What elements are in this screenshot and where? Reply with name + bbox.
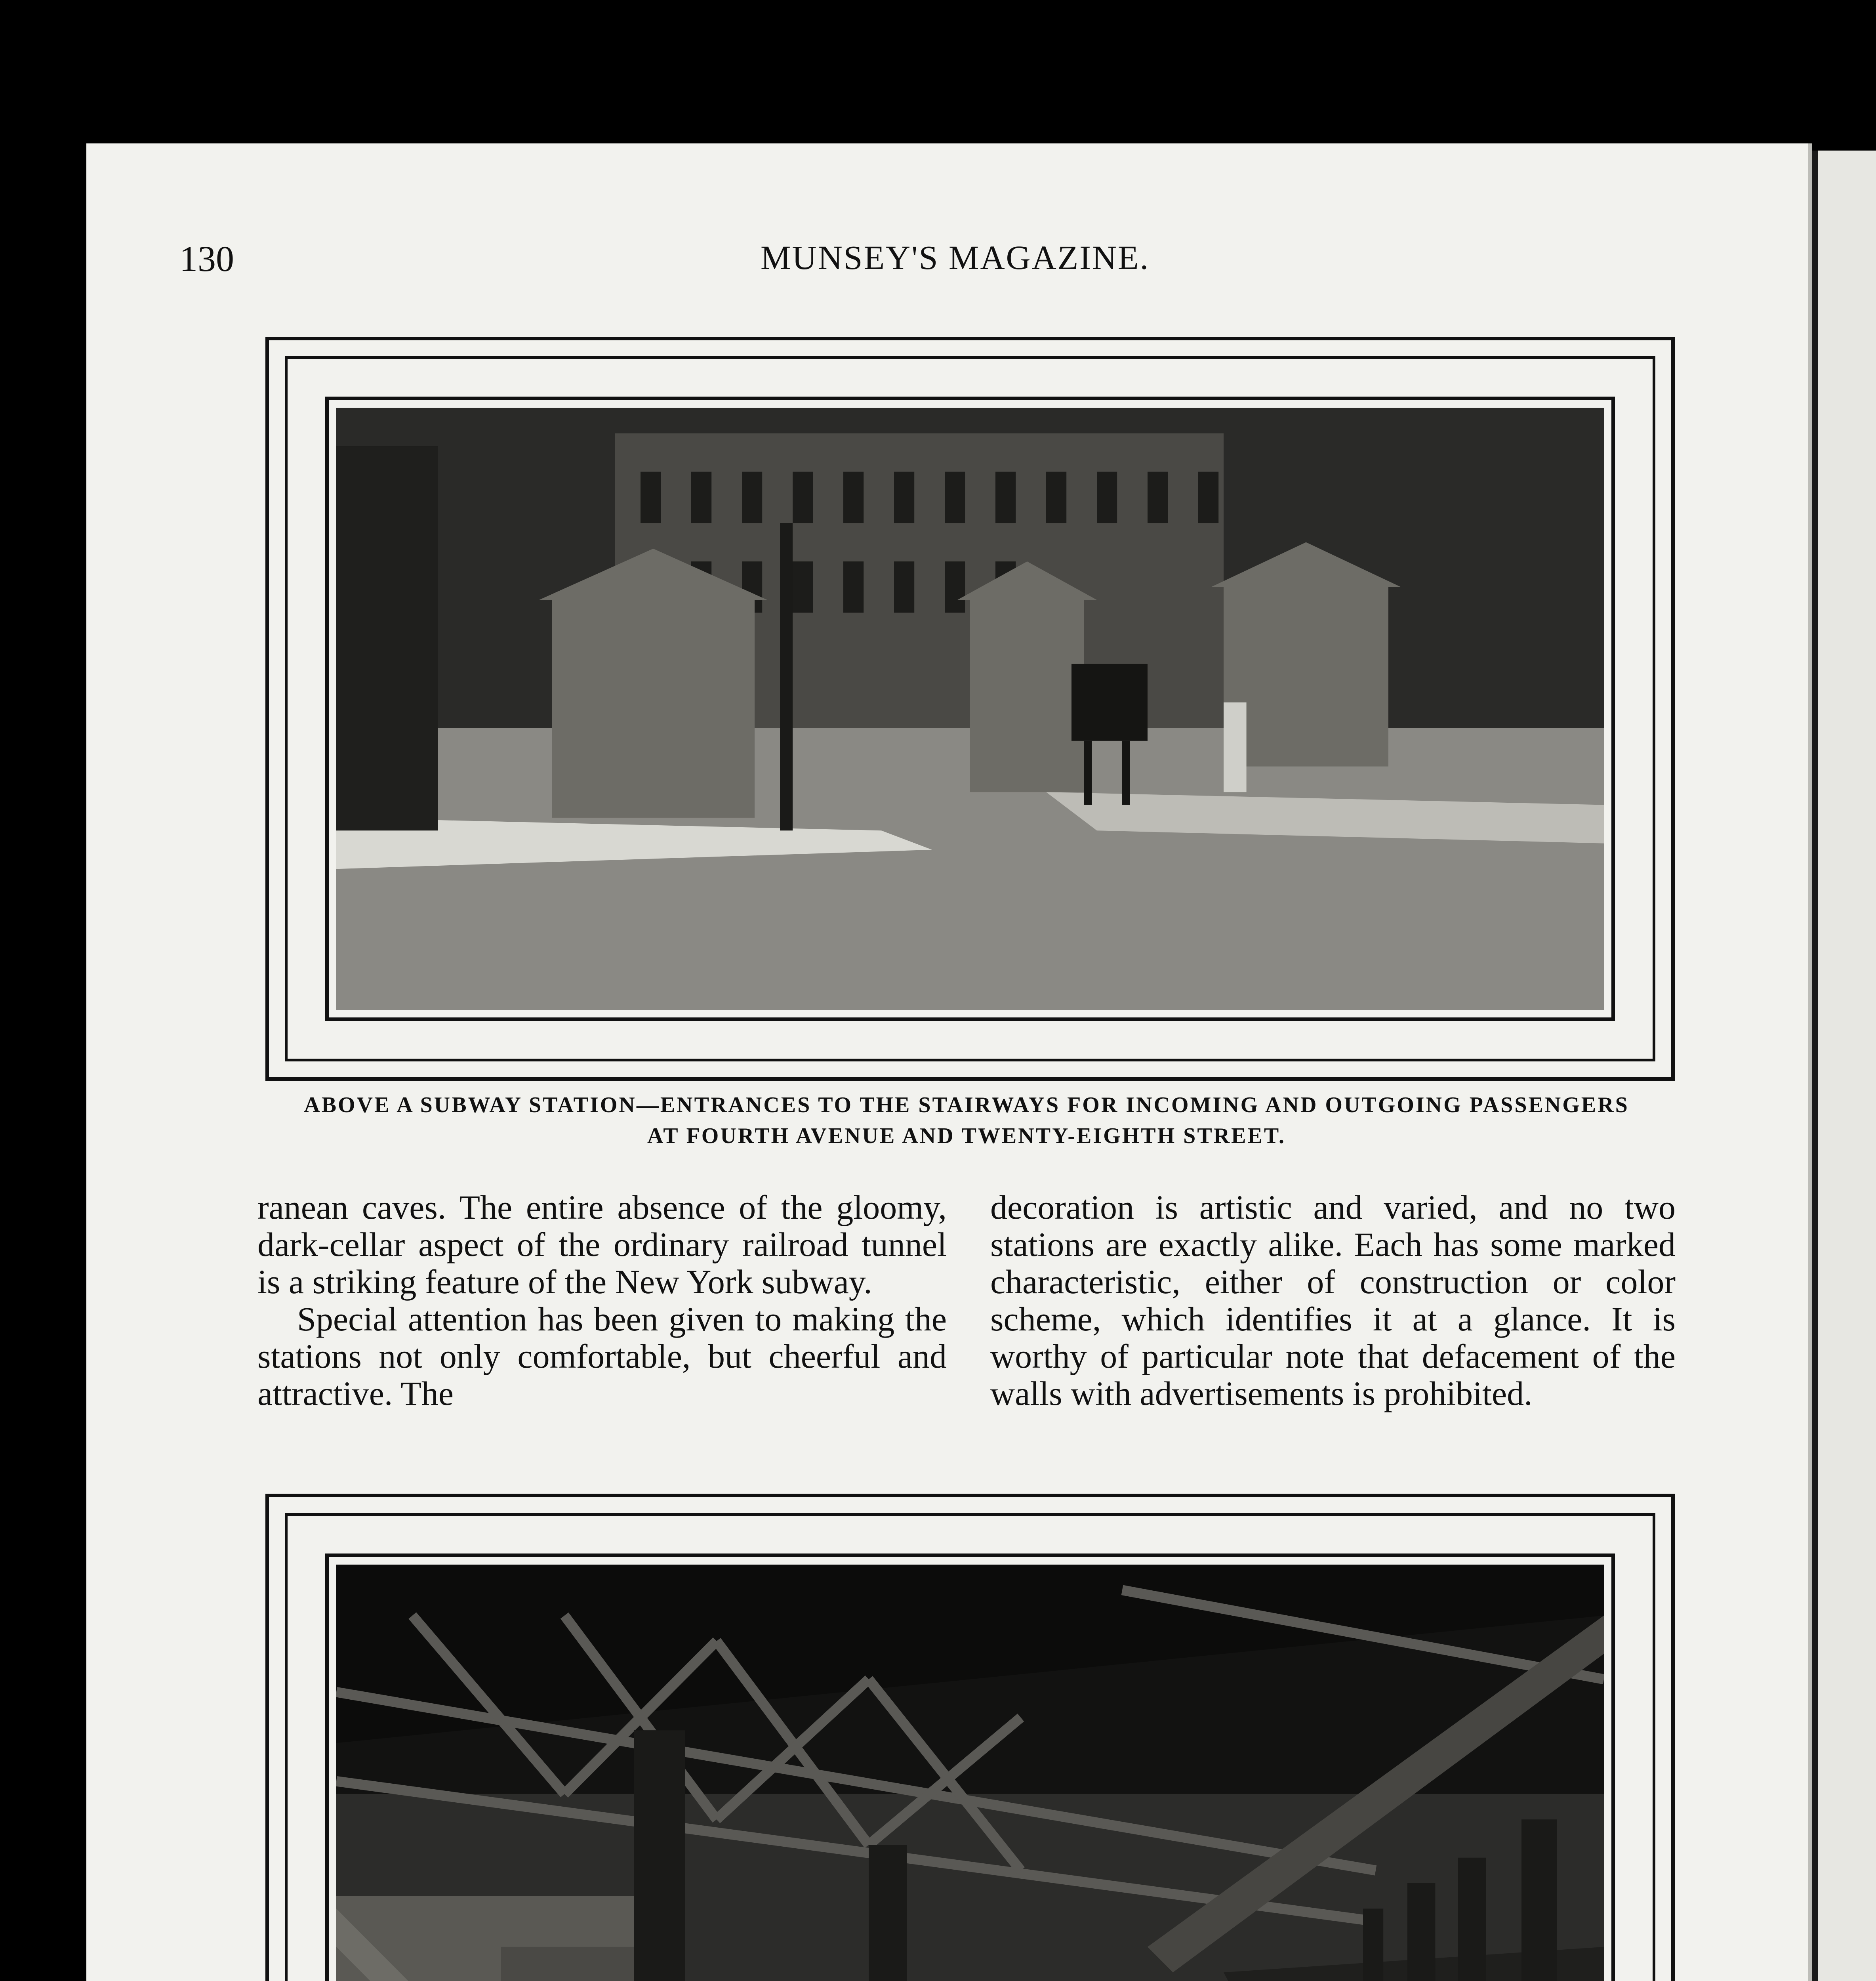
running-head: MUNSEY'S MAGAZINE. [761,239,1150,277]
figure-2-frame [265,1494,1675,1981]
right-text-column [990,1189,1676,1412]
page-number: 130 [179,239,234,279]
street-photo [336,408,1604,1010]
facing-page-edge [1818,151,1876,1981]
right-paragraph-1: decoration is artistic and varied, and no two stations are exactly alike. Each has some marked characteristic, either of construction or color scheme, which identifies it at a glance. It is worthy of particular note that defacement of the walls with advertisements is prohibited. [990,1188,1676,1412]
street-scene-image [336,408,1604,1010]
left-text-column [257,1189,947,1412]
left-paragraph-2: Special attention has been given to making the stations not only comfortable, but cheerful and attractive. The [257,1300,947,1412]
left-paragraph-1: ranean caves. The entire absence of the gloomy, dark-cellar aspect of the ordinary railroad tunnel is a striking feature of the New York subway. [257,1188,947,1301]
figure-1-caption: ABOVE A SUBWAY STATION—ENTRANCES TO THE STAIRWAYS FOR INCOMING AND OUTGOING PASSENGERS AT FOURTH AVENUE AND TWENTY-EIGHTH STREET. [304,1093,1629,1148]
station-photo [336,1565,1604,1981]
figure-1-frame [265,337,1675,1081]
station-platform-image [336,1565,1604,1981]
